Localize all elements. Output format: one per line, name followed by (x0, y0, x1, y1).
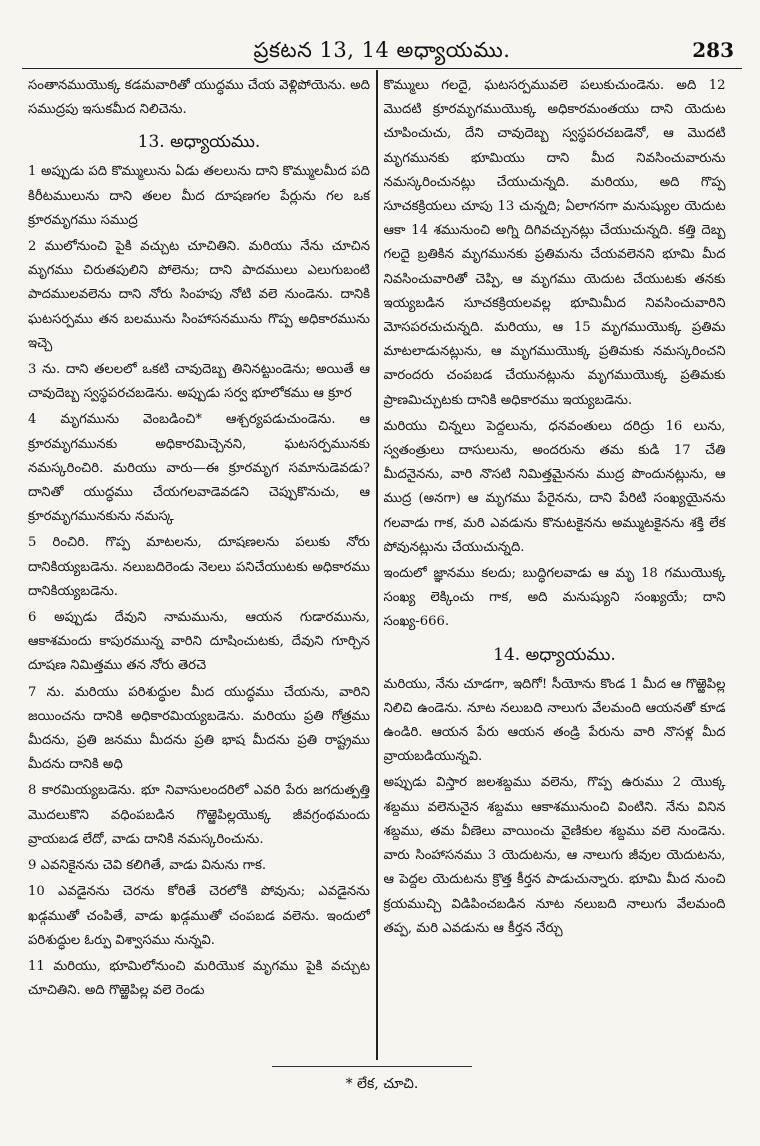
chapter-heading: 14. అధ్యాయము. (493, 644, 616, 665)
running-title: ప్రకటన 13, 14 అధ్యాయము. (253, 38, 511, 62)
verse-paragraph: మరియు చిన్నలు పెద్దలును, ధనవంతులు దరిద్రు 16 లును, స్వతంత్రులు దాసులును, అందరును తమ కుడి 17 చేతి మీదనైనను, వారి నొసటి నిమిత్తమైనను ముద్ర పొందునట్లును, ఆ ముద్ర (అనగా) ఆ మృగము పేరైనను, దాని పేరిటి సంఖ్యయైనను గలవాడు గాక, మరి ఎవడును కొనుటకైనను అమ్ముటకైనను శక్తి లేక పోవునట్లును చేయుచున్నది. (383, 418, 726, 555)
verse-paragraph: 2 ములోనుంచి పైకి వచ్చుట చూచితిని. మరియు నేను చూచిన మృగము చిరుతపులిని పోలెను; దాని పాదములు ఎలుగుబంటి పాదములవలెను దాని నోరు సింహపు నోటి వలె నుండెను. దానికి ఘటసర్పము తన బలమును సింహాసనమును గొప్ప అధికారమును ఇచ్చె (28, 239, 370, 351)
verse-paragraph: ఇందులో జ్ఞానము కలదు; బుద్ధిగలవాడు ఆ మృ 18 గముయొక్క సంఖ్య లెక్కించు గాక, అది మనుష్యుని సంఖ్యయే; దాని సంఖ్య-666. (383, 566, 726, 630)
verse-paragraph: సంతానముయొక్క కడమవారితో యుద్ధము చేయ వెళ్లిపోయెను. అది సముద్రపు ఇసుకమీద నిలిచెను. (28, 78, 370, 118)
verse-paragraph: 8 కారమియ్యబడెను. భూ నివాసులందరిలో ఎవరి పేరు జగదుత్పత్తి మొదలుకొని వధింపబడిన గొఱ్ఱెపిల్లయొక్క జీవగ్రంథమందు వ్రాయబడ లేదో, వాడు దానికి నమస్కరించును. (28, 783, 370, 847)
right-column (378, 70, 732, 1060)
page-header (22, 28, 742, 69)
two-column-body (22, 70, 742, 1060)
footnote-rule (272, 1066, 472, 1067)
verse-paragraph: అప్పుడు విస్తార జలశబ్దము వలెను, గొప్ప ఉరుము 2 యొక్క శబ్దము వలెనునైన శబ్దము ఆకాశమునుంచి వింటిని. నేను వినిన శబ్దము, తమ వీణెలు వాయించు వైణికుల శబ్దము వలె నుండెను. వారు సింహాసనము 3 యెదుటను, ఆ నాలుగు జీవుల యెదుటను, ఆ పెద్దల యెదుటను క్రొత్త కీర్తన పాడుచున్నారు. భూమి మీద నుంచి క్రయముచ్చి విడిపించబడిన నూట నలుబది నాలుగు వేలమంది తప్ప, మరి ఎవడును ఆ కీర్తన నేర్చు (383, 775, 726, 936)
verse-paragraph: కొమ్ములు గలదై, ఘటసర్పమువలె పలుకుచుండెను. అది 12 మొదటి క్రూరమృగముయొక్క అధికారమంతయు దాని యెదుట చూపించుచు, దేని చావుదెబ్బ స్వస్థపరచబడెనో, ఆ మొదటి మృగమునకు భూమియు దాని మీద నివసించువారును నమస్కరించునట్లు చేయుచున్నది. మరియు, అది గొప్ప సూచకక్రియలు చూపు 13 చున్నది; ఏలాగనగా మనుష్యుల యెదుట ఆకా 14 శమునుంచి అగ్ని దిగివచ్చునట్లు చేయుచున్నది. కత్తి దెబ్బ గలదై బ్రతికిన మృగమునకు ప్రతిమను చేయవలెనని భూమి మీద నివసించువారితో చెప్పి, ఆ మృగము యెదుట చేయుటకు తనకు ఇయ్యబడిన సూచకక్రియలవల్ల భూమిమీద నివసించువారిని మోసపరచుచున్నది. మరియు, ఆ 15 మృగముయొక్క ప్రతిమ మాటలాడునట్లును, ఆ మృగముయొక్క ప్రతిమకు నమస్కరించని వారందరు చంపబడ చేయునట్లును మృగముయొక్క ప్రతిమకు ప్రాణమిచ్చుటకు దానికి అధికారము ఇయ్యబడెను. (383, 78, 726, 408)
chapter-heading: 13. అధ్యాయము. (137, 132, 261, 153)
verse-paragraph: 5 రించిరి. గొప్ప మాటలను, దూషణలను పలుకు నోరు దానికియ్యబడెను. నలుబదిరెండు నెలలు పనిచేయుటకు అధికారము దానికియ్యబడెను. (28, 535, 370, 599)
verse-paragraph: 3 ను. దాని తలలలో ఒకటి చావుదెబ్బ తినినట్టుండెను; అయితే ఆ చావుదెబ్బ స్వస్థపరచబడెను. అప్పుడు సర్వ భూలోకము ఆ క్రూర (28, 362, 370, 402)
bible-page (22, 28, 742, 1108)
verse-paragraph: 4 మృగమును వెంబడించి* ఆశ్చర్యపడుచుండెను. ఆ క్రూరమృగమునకు అధికారమిచ్చెనని, ఘటసర్పమునకు నమస్కరించిరి. మరియు వారు—ఈ క్రూరమృగ సమానుడెవడు? దానితో యుద్ధము చేయగలవాడెవడని చెప్పుకొనుచు, ఆ క్రూరమృగమునకును నమస్క (28, 412, 370, 525)
verse-paragraph: 10 ఎవడైనను చెరను కోరితే చెరలోకి పోవును; ఎవడైనను ఖడ్గముతో చంపితే, వాడు ఖడ్గముతో చంపబడ వలెను. ఇందులో పరిశుద్ధుల ఓర్పు విశ్వాసము నున్నవి. (28, 884, 370, 948)
verse-paragraph: 1 అప్పుడు పది కొమ్ములును ఏడు తలలును దాని కొమ్ములమీద పది కిరీటములును దాని తలల మీద దూషణగల పేర్లును గల ఒక క్రూరమృగము సముద్ర (28, 164, 370, 228)
page-number: 283 (692, 38, 734, 62)
left-column (22, 70, 376, 1060)
footnote: * లేక, చూచి. (345, 1076, 419, 1092)
verse-paragraph: 6 అప్పుడు దేవుని నామమును, ఆయన గుడారమును, ఆకాశమందు కాపురమున్న వారిని దూషించుటకు, దేవుని గూర్చిన దూషణ నిమిత్తము తన నోరు తెరచె (28, 610, 370, 674)
verse-paragraph: మరియు, నేను చూడగా, ఇదిగో! సీయోను కొండ 1 మీద ఆ గొఱ్ఱెపిల్ల నిలిచి ఉండెను. నూట నలుబది నాలుగు వేలమంది ఆయనతో కూడ ఉండిరి. ఆయన పేరు ఆయన తండ్రి పేరును వారి నొసళ్ల మీద వ్రాయబడియున్నవి. (383, 676, 726, 765)
verse-paragraph: 7 ను. మరియు పరిశుద్ధుల మీద యుద్ధము చేయను, వారిని జయించను దానికి అధికారమియ్యబడెను. మరియు ప్రతి గోత్రము మీదను, ప్రతి జనము మీదను ప్రతి భాష మీదను ప్రతి రాష్ట్రము మీదను దానికి అధి (28, 684, 370, 773)
verse-paragraph: 11 మరియు, భూమిలోనుంచి మరియొక మృగము పైకి వచ్చుట చూచితిని. అది గొఱ్ఱెపిల్ల వలె రెండు (28, 958, 370, 999)
verse-paragraph: 9 ఎవనికైనను చెవి కలిగితే, వాడు వినును గాక. (28, 858, 267, 874)
